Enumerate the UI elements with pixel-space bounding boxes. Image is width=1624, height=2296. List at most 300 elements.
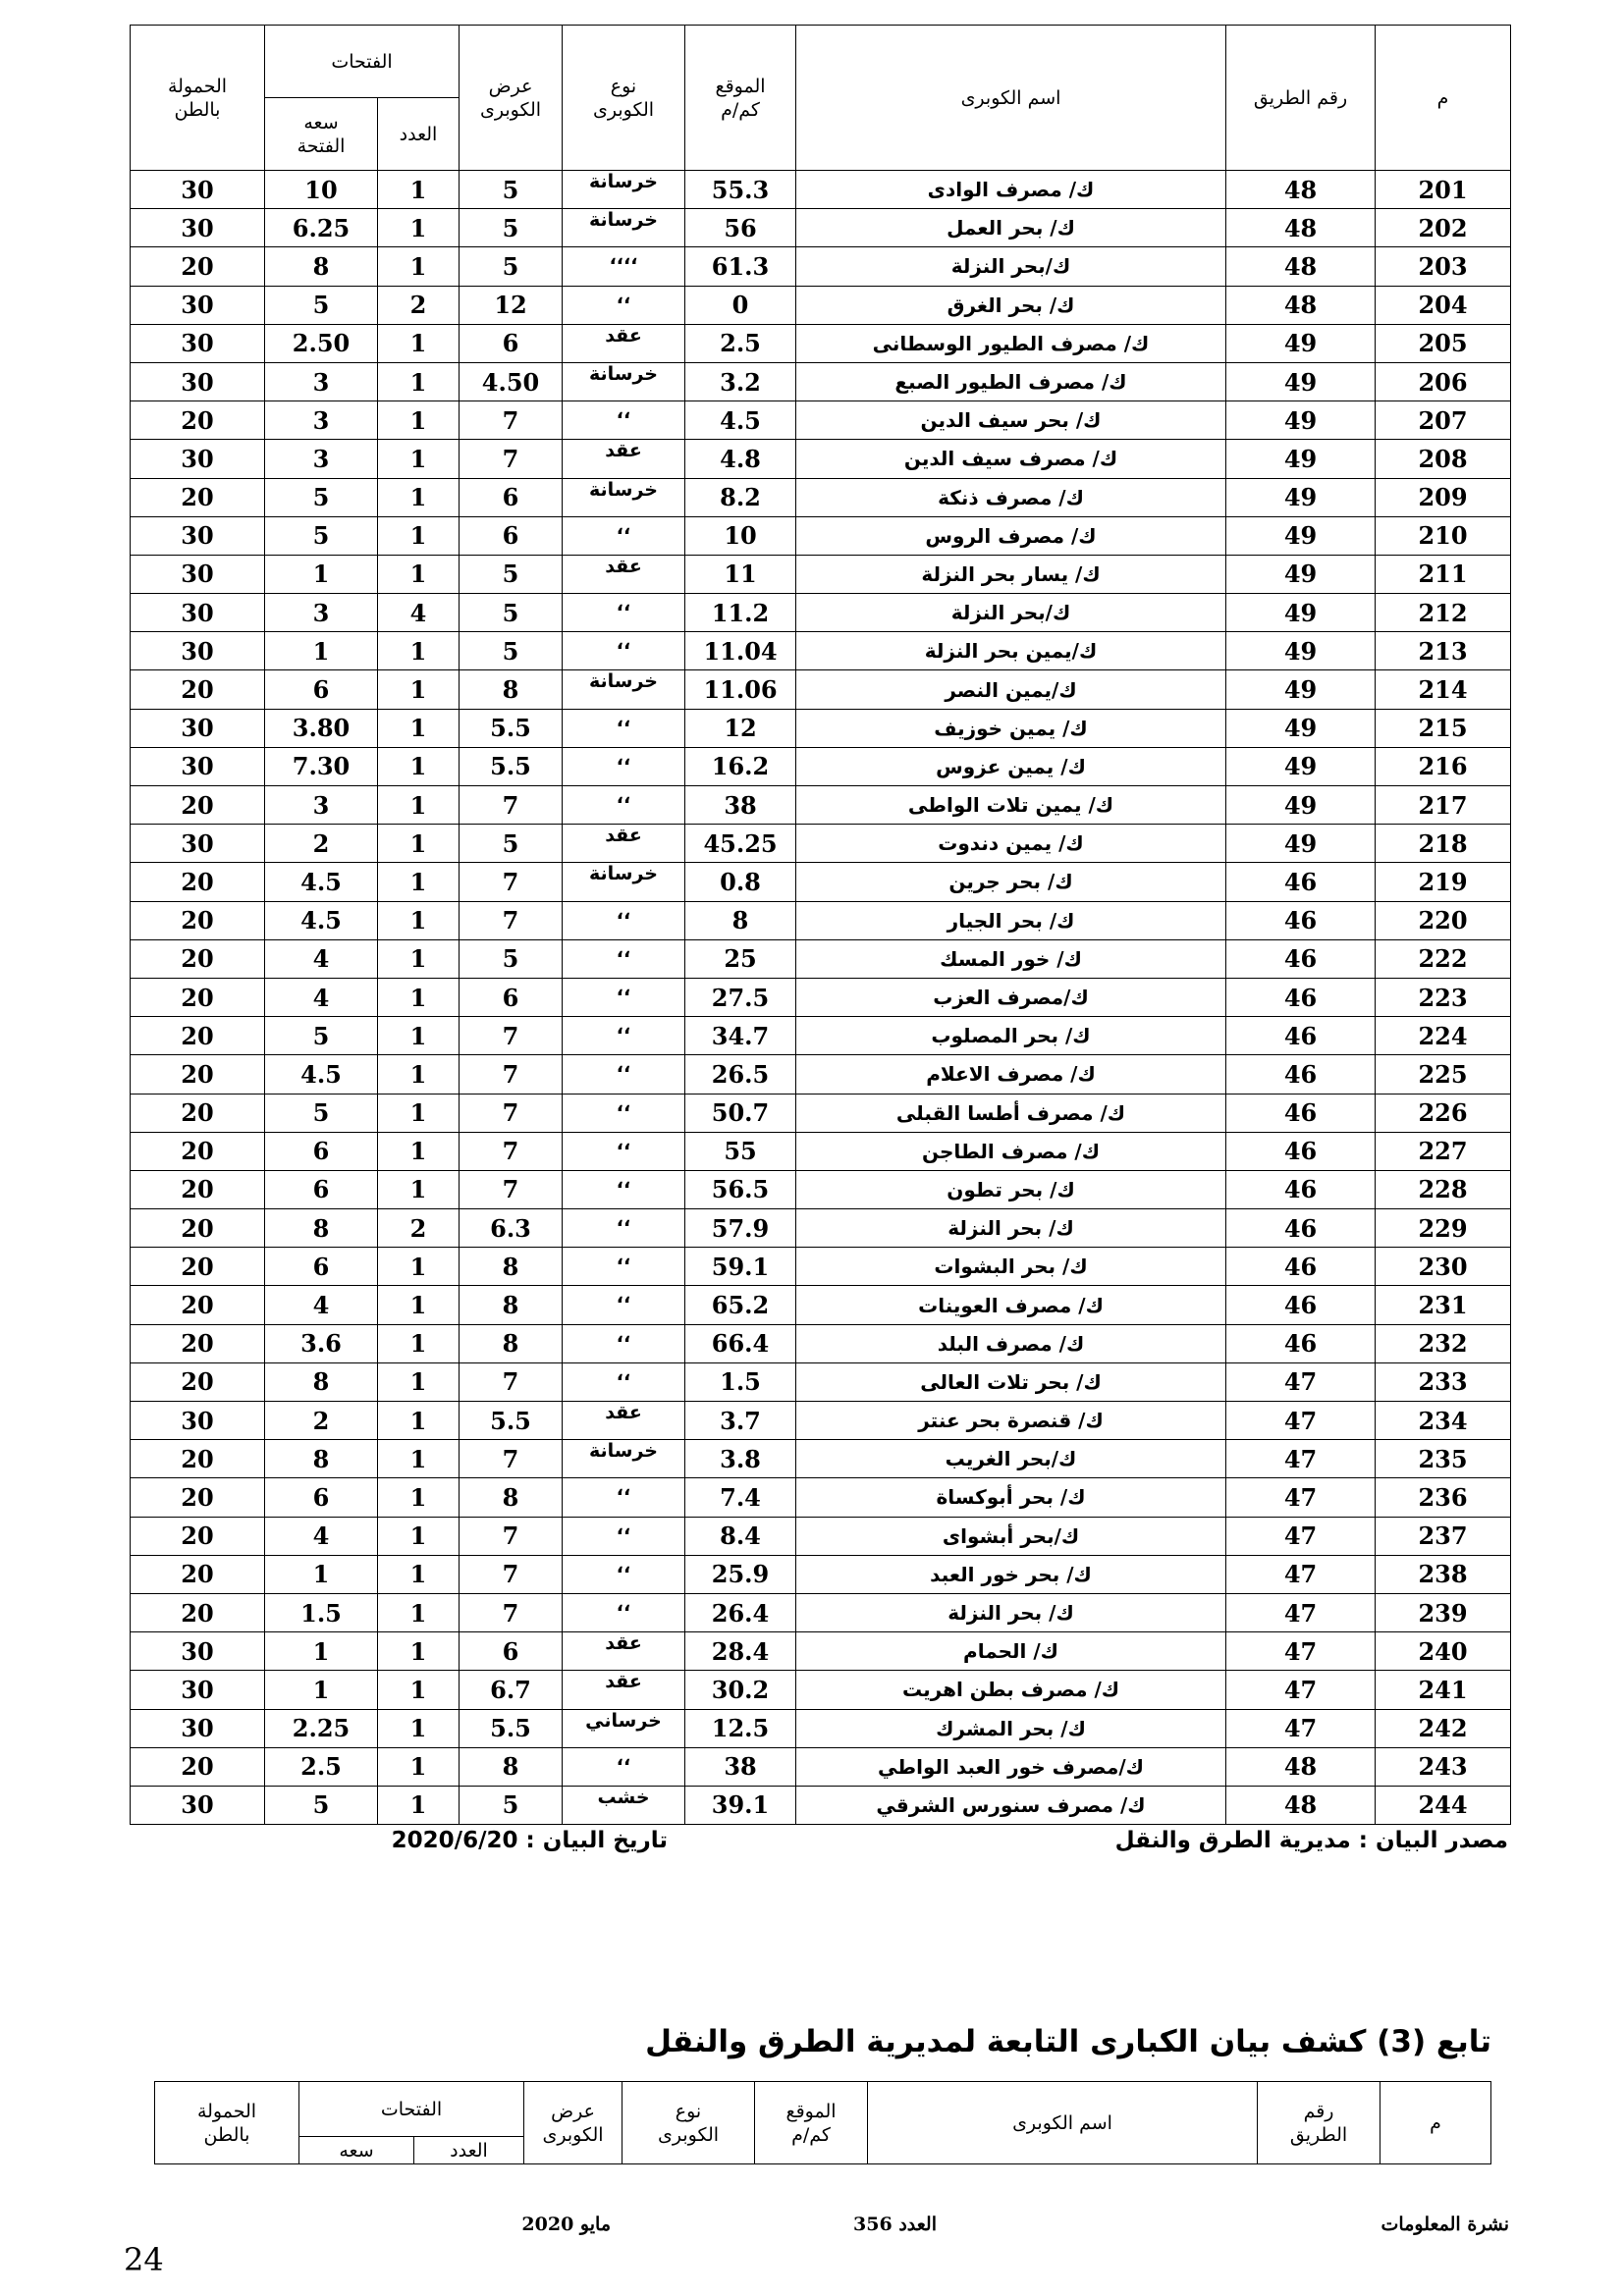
cell-name: ك/مصرف العزب [796, 978, 1226, 1016]
cell-type: ،، [563, 1555, 685, 1593]
cell-num: 229 [1376, 1209, 1511, 1248]
cell-location: 27.5 [685, 978, 796, 1016]
cell-num: 201 [1376, 171, 1511, 209]
cell-width: 7 [460, 1170, 563, 1208]
cell-load: 30 [131, 440, 265, 478]
cell-type: خرسانة [563, 1440, 685, 1478]
cell-width: 5.5 [460, 1402, 563, 1440]
cell-span: 6 [265, 1248, 378, 1286]
header-type: نوع الكوبرى [563, 26, 685, 171]
table-row [131, 1786, 1511, 1824]
cell-width: 5 [460, 594, 563, 632]
cell-road: 46 [1226, 939, 1376, 978]
cont-header-road: رقم الطريق [1258, 2082, 1380, 2164]
cell-width: 6 [460, 478, 563, 516]
cell-location: 25 [685, 939, 796, 978]
cell-load: 20 [131, 670, 265, 709]
cell-location: 4.5 [685, 401, 796, 440]
cell-type: ،، [563, 286, 685, 324]
cell-count: 1 [378, 1593, 460, 1631]
table-row [131, 324, 1511, 362]
cell-type: ،، [563, 632, 685, 670]
cell-span: 3 [265, 401, 378, 440]
cell-load: 30 [131, 171, 265, 209]
cell-width: 5.5 [460, 1709, 563, 1747]
cell-span: 5 [265, 286, 378, 324]
cell-span: 3 [265, 362, 378, 400]
cell-load: 20 [131, 1209, 265, 1248]
cell-road: 48 [1226, 209, 1376, 247]
cell-load: 20 [131, 1440, 265, 1478]
cell-name: ك/ مصرف الوادى [796, 171, 1226, 209]
cell-count: 1 [378, 1517, 460, 1555]
cell-num: 224 [1376, 1017, 1511, 1055]
cell-count: 1 [378, 670, 460, 709]
cell-road: 46 [1226, 1170, 1376, 1208]
cell-road: 46 [1226, 1017, 1376, 1055]
cell-num: 204 [1376, 286, 1511, 324]
cell-count: 1 [378, 209, 460, 247]
cell-load: 20 [131, 1478, 265, 1517]
table-row [131, 863, 1511, 901]
cell-load: 30 [131, 594, 265, 632]
bridges-table [130, 25, 1511, 1825]
cell-road: 49 [1226, 555, 1376, 593]
cell-span: 3 [265, 786, 378, 825]
cell-num: 236 [1376, 1478, 1511, 1517]
cell-type: خرسانة [563, 670, 685, 709]
table-row [131, 1478, 1511, 1517]
cell-span: 8 [265, 1209, 378, 1248]
cell-load: 20 [131, 1055, 265, 1094]
cell-type: ،، [563, 939, 685, 978]
cell-type: ،، [563, 1593, 685, 1631]
table-row [131, 1747, 1511, 1786]
cell-load: 20 [131, 1017, 265, 1055]
cell-road: 48 [1226, 1747, 1376, 1786]
cell-road: 47 [1226, 1517, 1376, 1555]
cell-type: عقد [563, 555, 685, 593]
cell-name: ك/ بحر العمل [796, 209, 1226, 247]
cell-count: 4 [378, 594, 460, 632]
cell-location: 11 [685, 555, 796, 593]
cell-num: 212 [1376, 594, 1511, 632]
cell-location: 66.4 [685, 1324, 796, 1362]
cell-load: 30 [131, 1402, 265, 1440]
cell-num: 234 [1376, 1402, 1511, 1440]
cell-location: 26.4 [685, 1593, 796, 1631]
cell-width: 7 [460, 1017, 563, 1055]
table-row [131, 1055, 1511, 1094]
cell-name: ك/ يمين دندوت [796, 825, 1226, 863]
cell-road: 49 [1226, 632, 1376, 670]
cell-num: 227 [1376, 1132, 1511, 1170]
cell-name: ك/ مصرف سنورس الشرقي [796, 1786, 1226, 1824]
cell-type: ،، [563, 1170, 685, 1208]
cell-count: 1 [378, 1017, 460, 1055]
cell-road: 47 [1226, 1362, 1376, 1401]
cell-load: 20 [131, 939, 265, 978]
cell-name: ك/بحر الغريب [796, 1440, 1226, 1478]
table-row [131, 1170, 1511, 1208]
cell-location: 56 [685, 209, 796, 247]
cell-num: 214 [1376, 670, 1511, 709]
cell-width: 6.3 [460, 1209, 563, 1248]
cell-type: خشب [563, 1786, 685, 1824]
cont-header-name: اسم الكوبرى [868, 2082, 1258, 2164]
table-row [131, 747, 1511, 785]
cell-num: 228 [1376, 1170, 1511, 1208]
cell-load: 20 [131, 863, 265, 901]
cell-count: 1 [378, 324, 460, 362]
cell-name: ك/ مصرف أطسا القبلى [796, 1094, 1226, 1132]
cell-span: 5 [265, 1017, 378, 1055]
table-row [131, 1709, 1511, 1747]
table-row [131, 1555, 1511, 1593]
cell-width: 7 [460, 1555, 563, 1593]
cont-header-type: نوع الكوبرى [623, 2082, 755, 2164]
cell-span: 6 [265, 1478, 378, 1517]
cell-road: 46 [1226, 1286, 1376, 1324]
cell-type: ،، [563, 1517, 685, 1555]
cell-type: ،، [563, 786, 685, 825]
cell-road: 48 [1226, 247, 1376, 286]
cell-span: 8 [265, 1440, 378, 1478]
cell-road: 46 [1226, 1248, 1376, 1286]
cell-name: ك/ يمين عزوس [796, 747, 1226, 785]
cell-num: 215 [1376, 709, 1511, 747]
header-load: الحمولة بالطن [131, 26, 265, 171]
cell-name: ك/ بحر الغرق [796, 286, 1226, 324]
table-row [131, 901, 1511, 939]
cell-span: 6.25 [265, 209, 378, 247]
cell-count: 1 [378, 440, 460, 478]
cell-load: 20 [131, 478, 265, 516]
cell-name: ك/ يمين خوزيف [796, 709, 1226, 747]
cell-name: ك/ بحر المصلوب [796, 1017, 1226, 1055]
cell-count: 1 [378, 1362, 460, 1401]
cell-width: 5 [460, 171, 563, 209]
cell-type: ،، [563, 1132, 685, 1170]
cell-road: 47 [1226, 1402, 1376, 1440]
cell-num: 203 [1376, 247, 1511, 286]
cell-count: 1 [378, 478, 460, 516]
cell-span: 5 [265, 1094, 378, 1132]
cell-type: ،، [563, 1324, 685, 1362]
table-row [131, 594, 1511, 632]
cell-width: 7 [460, 1055, 563, 1094]
cell-road: 46 [1226, 1324, 1376, 1362]
cell-count: 1 [378, 1555, 460, 1593]
cell-name: ك/ بحر المشرك [796, 1709, 1226, 1747]
cell-load: 20 [131, 1170, 265, 1208]
cell-width: 5 [460, 247, 563, 286]
cell-num: 241 [1376, 1671, 1511, 1709]
cell-width: 12 [460, 286, 563, 324]
cell-road: 46 [1226, 1094, 1376, 1132]
cell-type: ،، [563, 1286, 685, 1324]
cell-span: 4.5 [265, 901, 378, 939]
cell-width: 4.50 [460, 362, 563, 400]
cell-road: 46 [1226, 1055, 1376, 1094]
cell-load: 30 [131, 1709, 265, 1747]
cell-location: 56.5 [685, 1170, 796, 1208]
continuation-table-header [154, 2081, 1491, 2164]
cell-name: ك/ مصرف الاعلام [796, 1055, 1226, 1094]
cell-count: 1 [378, 901, 460, 939]
cell-location: 10 [685, 516, 796, 555]
cell-num: 232 [1376, 1324, 1511, 1362]
header-openings: الفتحات [265, 26, 460, 98]
table-row [131, 1209, 1511, 1248]
cell-width: 7 [460, 863, 563, 901]
cell-width: 8 [460, 1478, 563, 1517]
cell-name: ك/بحر النزلة [796, 247, 1226, 286]
cell-name: ك/ بحر تلات العالى [796, 1362, 1226, 1401]
cell-num: 213 [1376, 632, 1511, 670]
table-row [131, 401, 1511, 440]
cell-width: 5 [460, 1786, 563, 1824]
cont-header-openings: الفتحات [299, 2082, 524, 2137]
table-row [131, 1362, 1511, 1401]
cell-span: 4.5 [265, 863, 378, 901]
cell-num: 237 [1376, 1517, 1511, 1555]
cell-count: 1 [378, 825, 460, 863]
cell-name: ك/ مصرف العوينات [796, 1286, 1226, 1324]
cell-span: 2.5 [265, 1747, 378, 1786]
cell-type: عقد [563, 324, 685, 362]
cell-location: 11.06 [685, 670, 796, 709]
cell-location: 28.4 [685, 1632, 796, 1671]
cell-num: 231 [1376, 1286, 1511, 1324]
cell-count: 1 [378, 555, 460, 593]
cell-width: 8 [460, 1286, 563, 1324]
cell-name: ك/ بحر النزلة [796, 1593, 1226, 1631]
cell-name: ك/ مصرف سيف الدين [796, 440, 1226, 478]
cell-num: 226 [1376, 1094, 1511, 1132]
cell-type: ،، [563, 1747, 685, 1786]
cell-load: 20 [131, 1324, 265, 1362]
cell-load: 20 [131, 1555, 265, 1593]
table-row [131, 670, 1511, 709]
cell-load: 20 [131, 978, 265, 1016]
cell-road: 49 [1226, 401, 1376, 440]
cell-width: 8 [460, 1747, 563, 1786]
cell-load: 30 [131, 209, 265, 247]
cell-load: 20 [131, 1593, 265, 1631]
cell-location: 11.04 [685, 632, 796, 670]
cell-count: 1 [378, 1440, 460, 1478]
cell-count: 1 [378, 978, 460, 1016]
cell-span: 1 [265, 555, 378, 593]
header-location: الموقع كم/م [685, 26, 796, 171]
cell-location: 34.7 [685, 1017, 796, 1055]
cell-count: 1 [378, 1709, 460, 1747]
cell-location: 38 [685, 786, 796, 825]
cell-road: 49 [1226, 478, 1376, 516]
cell-road: 47 [1226, 1440, 1376, 1478]
cell-name: ك/ مصرف البلد [796, 1324, 1226, 1362]
cell-type: ،، [563, 1248, 685, 1286]
cell-span: 3 [265, 594, 378, 632]
cell-width: 5 [460, 555, 563, 593]
cell-load: 30 [131, 324, 265, 362]
cell-type: عقد [563, 1402, 685, 1440]
cell-num: 207 [1376, 401, 1511, 440]
section-title: تابع (3) كشف بيان الكبارى التابعة لمديرية الطرق والنقل [645, 2024, 1491, 2059]
cell-count: 1 [378, 1286, 460, 1324]
cell-width: 7 [460, 1593, 563, 1631]
cell-span: 8 [265, 247, 378, 286]
cell-name: ك/يمين النصر [796, 670, 1226, 709]
cell-span: 2 [265, 825, 378, 863]
cell-name: ك/ مصرف الطيور الصبع [796, 362, 1226, 400]
cell-type: ،، [563, 1017, 685, 1055]
cell-location: 2.5 [685, 324, 796, 362]
cell-num: 230 [1376, 1248, 1511, 1286]
cell-type: ،، [563, 709, 685, 747]
cell-type: ،، [563, 594, 685, 632]
cell-location: 39.1 [685, 1786, 796, 1824]
table-row [131, 1402, 1511, 1440]
cell-location: 16.2 [685, 747, 796, 785]
cell-count: 1 [378, 709, 460, 747]
cell-num: 211 [1376, 555, 1511, 593]
cell-location: 30.2 [685, 1671, 796, 1709]
cell-load: 30 [131, 632, 265, 670]
cell-name: ك/ بحر خور العبد [796, 1555, 1226, 1593]
table-row [131, 1632, 1511, 1671]
table-row [131, 709, 1511, 747]
cell-width: 7 [460, 901, 563, 939]
cell-road: 49 [1226, 324, 1376, 362]
cell-location: 65.2 [685, 1286, 796, 1324]
header-count: العدد [378, 98, 460, 171]
cell-name: ك/ بحر الجيار [796, 901, 1226, 939]
cell-width: 5 [460, 632, 563, 670]
cell-type: عقد [563, 440, 685, 478]
cell-road: 47 [1226, 1709, 1376, 1747]
header-span: سعه الفتحة [265, 98, 378, 171]
cell-road: 49 [1226, 362, 1376, 400]
cell-width: 7 [460, 440, 563, 478]
cell-width: 7 [460, 1517, 563, 1555]
cell-count: 1 [378, 1671, 460, 1709]
cell-type: خرسانة [563, 478, 685, 516]
cell-type: ،، [563, 901, 685, 939]
cell-width: 5.5 [460, 709, 563, 747]
cell-width: 6 [460, 1632, 563, 1671]
cell-location: 50.7 [685, 1094, 796, 1132]
cell-type: خرسانة [563, 863, 685, 901]
cell-name: ك/ بحر تطون [796, 1170, 1226, 1208]
cell-road: 49 [1226, 709, 1376, 747]
cell-name: ك/ يمين تلات الواطى [796, 786, 1226, 825]
cell-location: 0.8 [685, 863, 796, 901]
cell-location: 8.4 [685, 1517, 796, 1555]
cell-count: 1 [378, 401, 460, 440]
cell-location: 11.2 [685, 594, 796, 632]
cell-name: ك/بحر أبشواى [796, 1517, 1226, 1555]
cont-header-location: الموقع كم/م [755, 2082, 868, 2164]
cell-name: ك/ مصرف الطاجن [796, 1132, 1226, 1170]
cell-load: 30 [131, 555, 265, 593]
cell-type: عقد [563, 825, 685, 863]
cell-road: 47 [1226, 1593, 1376, 1631]
cell-num: 210 [1376, 516, 1511, 555]
cell-load: 30 [131, 1786, 265, 1824]
cell-location: 59.1 [685, 1248, 796, 1286]
cell-location: 0 [685, 286, 796, 324]
cell-type: ،، [563, 1478, 685, 1517]
cell-location: 8 [685, 901, 796, 939]
cell-span: 4.5 [265, 1055, 378, 1094]
cell-num: 205 [1376, 324, 1511, 362]
cell-type: خرسانة [563, 171, 685, 209]
table-row [131, 516, 1511, 555]
table-row [131, 786, 1511, 825]
cell-location: 1.5 [685, 1362, 796, 1401]
cell-load: 20 [131, 1362, 265, 1401]
cell-span: 4 [265, 1517, 378, 1555]
cell-road: 49 [1226, 440, 1376, 478]
cell-num: 239 [1376, 1593, 1511, 1631]
data-date: تاريخ البيان : 2020/6/20 [391, 1828, 668, 1853]
cell-span: 1.5 [265, 1593, 378, 1631]
cell-num: 209 [1376, 478, 1511, 516]
cell-count: 1 [378, 362, 460, 400]
cell-road: 46 [1226, 1209, 1376, 1248]
footer-issue: العدد 356 [853, 2214, 937, 2235]
cell-road: 48 [1226, 171, 1376, 209]
cell-name: ك/ مصرف الطيور الوسطانى [796, 324, 1226, 362]
cell-count: 1 [378, 863, 460, 901]
page-number: 24 [124, 2241, 164, 2278]
cell-name: ك/ خور المسك [796, 939, 1226, 978]
cell-location: 57.9 [685, 1209, 796, 1248]
cell-location: 55.3 [685, 171, 796, 209]
table-row [131, 978, 1511, 1016]
cell-width: 6.7 [460, 1671, 563, 1709]
cell-count: 1 [378, 1170, 460, 1208]
table-row [131, 1286, 1511, 1324]
cell-span: 2.50 [265, 324, 378, 362]
cell-load: 30 [131, 516, 265, 555]
cell-width: 5.5 [460, 747, 563, 785]
cell-road: 46 [1226, 978, 1376, 1016]
cell-road: 46 [1226, 1132, 1376, 1170]
cell-location: 61.3 [685, 247, 796, 286]
cont-header-num: م [1380, 2082, 1491, 2164]
cell-location: 38 [685, 1747, 796, 1786]
cell-count: 1 [378, 1478, 460, 1517]
cell-load: 20 [131, 901, 265, 939]
table-row [131, 286, 1511, 324]
cell-span: 1 [265, 1671, 378, 1709]
cell-num: 218 [1376, 825, 1511, 863]
cell-load: 20 [131, 1248, 265, 1286]
cell-type: عقد [563, 1671, 685, 1709]
cell-name: ك/ بحر أبوكساة [796, 1478, 1226, 1517]
table-row [131, 1248, 1511, 1286]
cell-width: 8 [460, 1324, 563, 1362]
cell-num: 243 [1376, 1747, 1511, 1786]
cell-width: 8 [460, 1248, 563, 1286]
cell-type: خرساني [563, 1709, 685, 1747]
cell-span: 3 [265, 440, 378, 478]
cont-header-width: عرض الكوبرى [524, 2082, 623, 2164]
cell-road: 49 [1226, 594, 1376, 632]
